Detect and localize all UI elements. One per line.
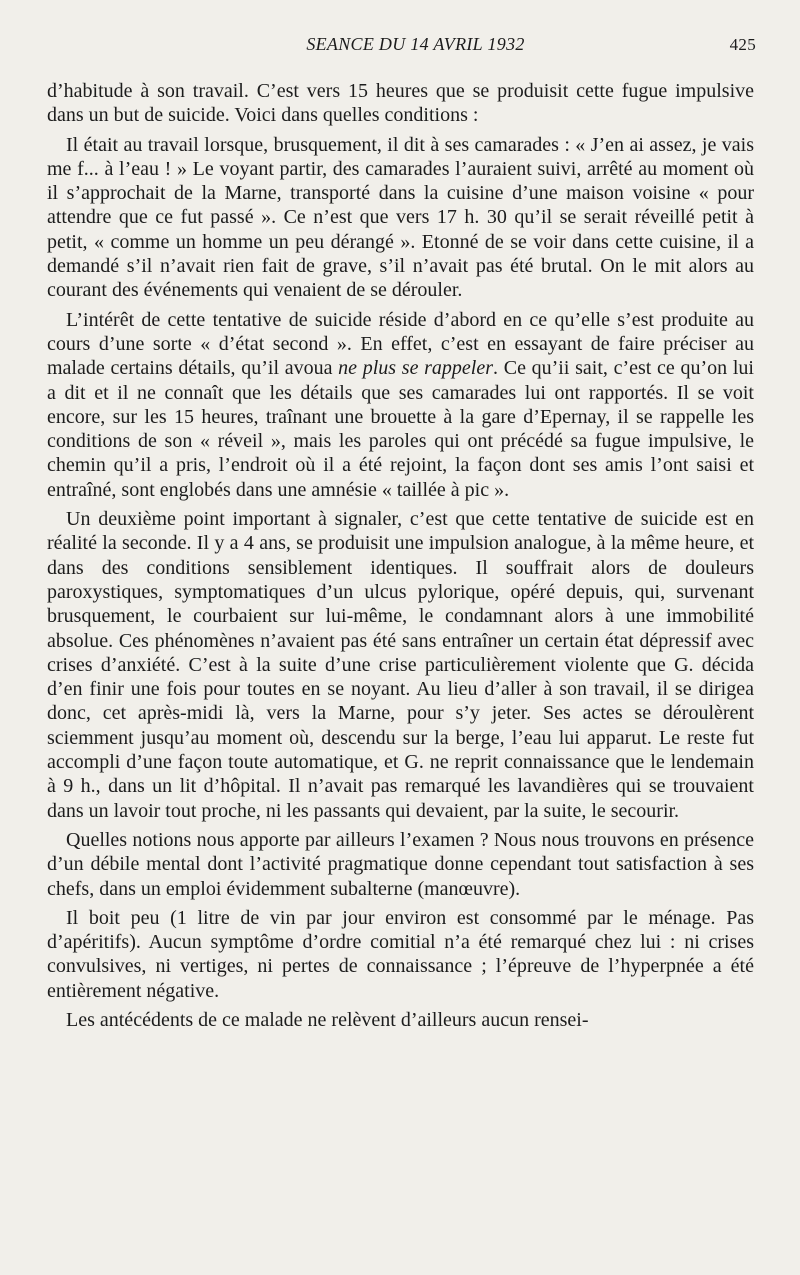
paragraph-3-text-after: . Ce qu’ii sait, c’est ce qu’on lui a dit et il ne connaît que les détails que ses camarades lui ont rapportés. Il se voit encore, sur les 15 heures, traînant une brouette à la gare d’Epernay, il se rappelle les conditions de son « réveil », mais les paroles qui ont précédé sa fugue impulsive, le chemin qu’il a pris, l’endroit où il a été rejoint, la façon dont ses amis l’ont saisi et entraîné, sont englobés dans une amnésie « taillée à pic ».	[47, 357, 754, 501]
paragraph-6: Il boit peu (1 litre de vin par jour environ est consommé par le ménage. Pas d’apéritifs). Aucun symptôme d’ordre comitial n’a été remarqué chez lui : ni crises convulsives, ni vertiges, ni pertes de connaissance ; l’épreuve de l’hyperpnée a été entièrement négative.	[47, 906, 754, 1002]
body-text	[47, 79, 754, 1032]
paragraph-3-text-before: L’intérêt de cette tentative de suicide réside d’abord en ce qu’elle s’est produite au cours d’une sorte « d’état second ». En effet, c’est en essayant de faire préciser au malade certains détails, qu’il avoua	[47, 308, 754, 380]
paragraph-1: d’habitude à son travail. C’est vers 15 heures que se produisit cette fugue impulsive dans un but de suicide. Voici dans quelles conditions :	[47, 80, 754, 127]
paragraph-2: Il était au travail lorsque, brusquement, il dit à ses camarades : « J’en ai assez, je vais me f... à l’eau ! » Le voyant partir, des camarades l’auraient suivi, arrêté au moment où il s’approchait de la Marne, transporté dans la cuisine d’une maison voisine « pour attendre que ce fut passé ». Ce n’est que vers 17 h. 30 qu’il se serait réveillé petit à petit, « comme un homme un peu dérangé ». Etonné de se voir dans cette cuisine, il a demandé s’il n’avait rien fait de grave, s’il n’avait pas été brutal. On le mit alors au courant des événements qui venaient de se dérouler.	[47, 133, 754, 302]
paragraph-3-italic-phrase: ne plus se rappeler	[338, 357, 494, 380]
paragraph-4: Un deuxième point important à signaler, c’est que cette tentative de suicide est en réalité la seconde. Il y a 4 ans, se produisit une impulsion analogue, à la même heure, et dans des conditions sensiblement identiques. Il souffrait alors de douleurs paroxystiques, symptomatiques d’un ulcus pylorique, opéré depuis, qui, survenant brusquement, le courbaient sur lui-même, le condamnant alors à une immobilité absolue. Ces phénomènes n’avaient pas été sans entraîner un certain état dépressif avec crises d’anxiété. C’est à la suite d’une crise particulièrement violente que G. décida d’en finir une fois pour toutes en se noyant. Au lieu d’aller à son travail, il se dirigea donc, cet après-midi là, vers la Marne, pour s’y jeter. Ses actes se déroulèrent sciemment jusqu’au moment où, descendu sur la berge, l’eau lui apparut. Le reste fut accompli d’une façon toute automatique, et G. ne reprit connaissance que le lendemain à 9 h., dans un lit d’hôpital. Il n’avait pas remarqué les lavandières qui se trouvaient dans un lavoir tout proche, ni les passants qui devaient, par la suite, le secourir.	[47, 508, 754, 822]
running-title: SEANCE DU 14 AVRIL 1932	[306, 34, 525, 54]
paragraph-3	[47, 308, 754, 502]
page-number: 425	[729, 35, 756, 54]
paragraph-7: Les antécédents de ce malade ne relèvent d’ailleurs aucun rensei-	[66, 1008, 589, 1031]
running-head	[47, 34, 754, 60]
paragraph-5: Quelles notions nous apporte par ailleurs l’examen ? Nous nous trouvons en présence d’un débile mental dont l’activité pragmatique donne cependant tout satisfaction à ses chefs, dans un emploi évidemment subalterne (manœuvre).	[47, 828, 754, 900]
